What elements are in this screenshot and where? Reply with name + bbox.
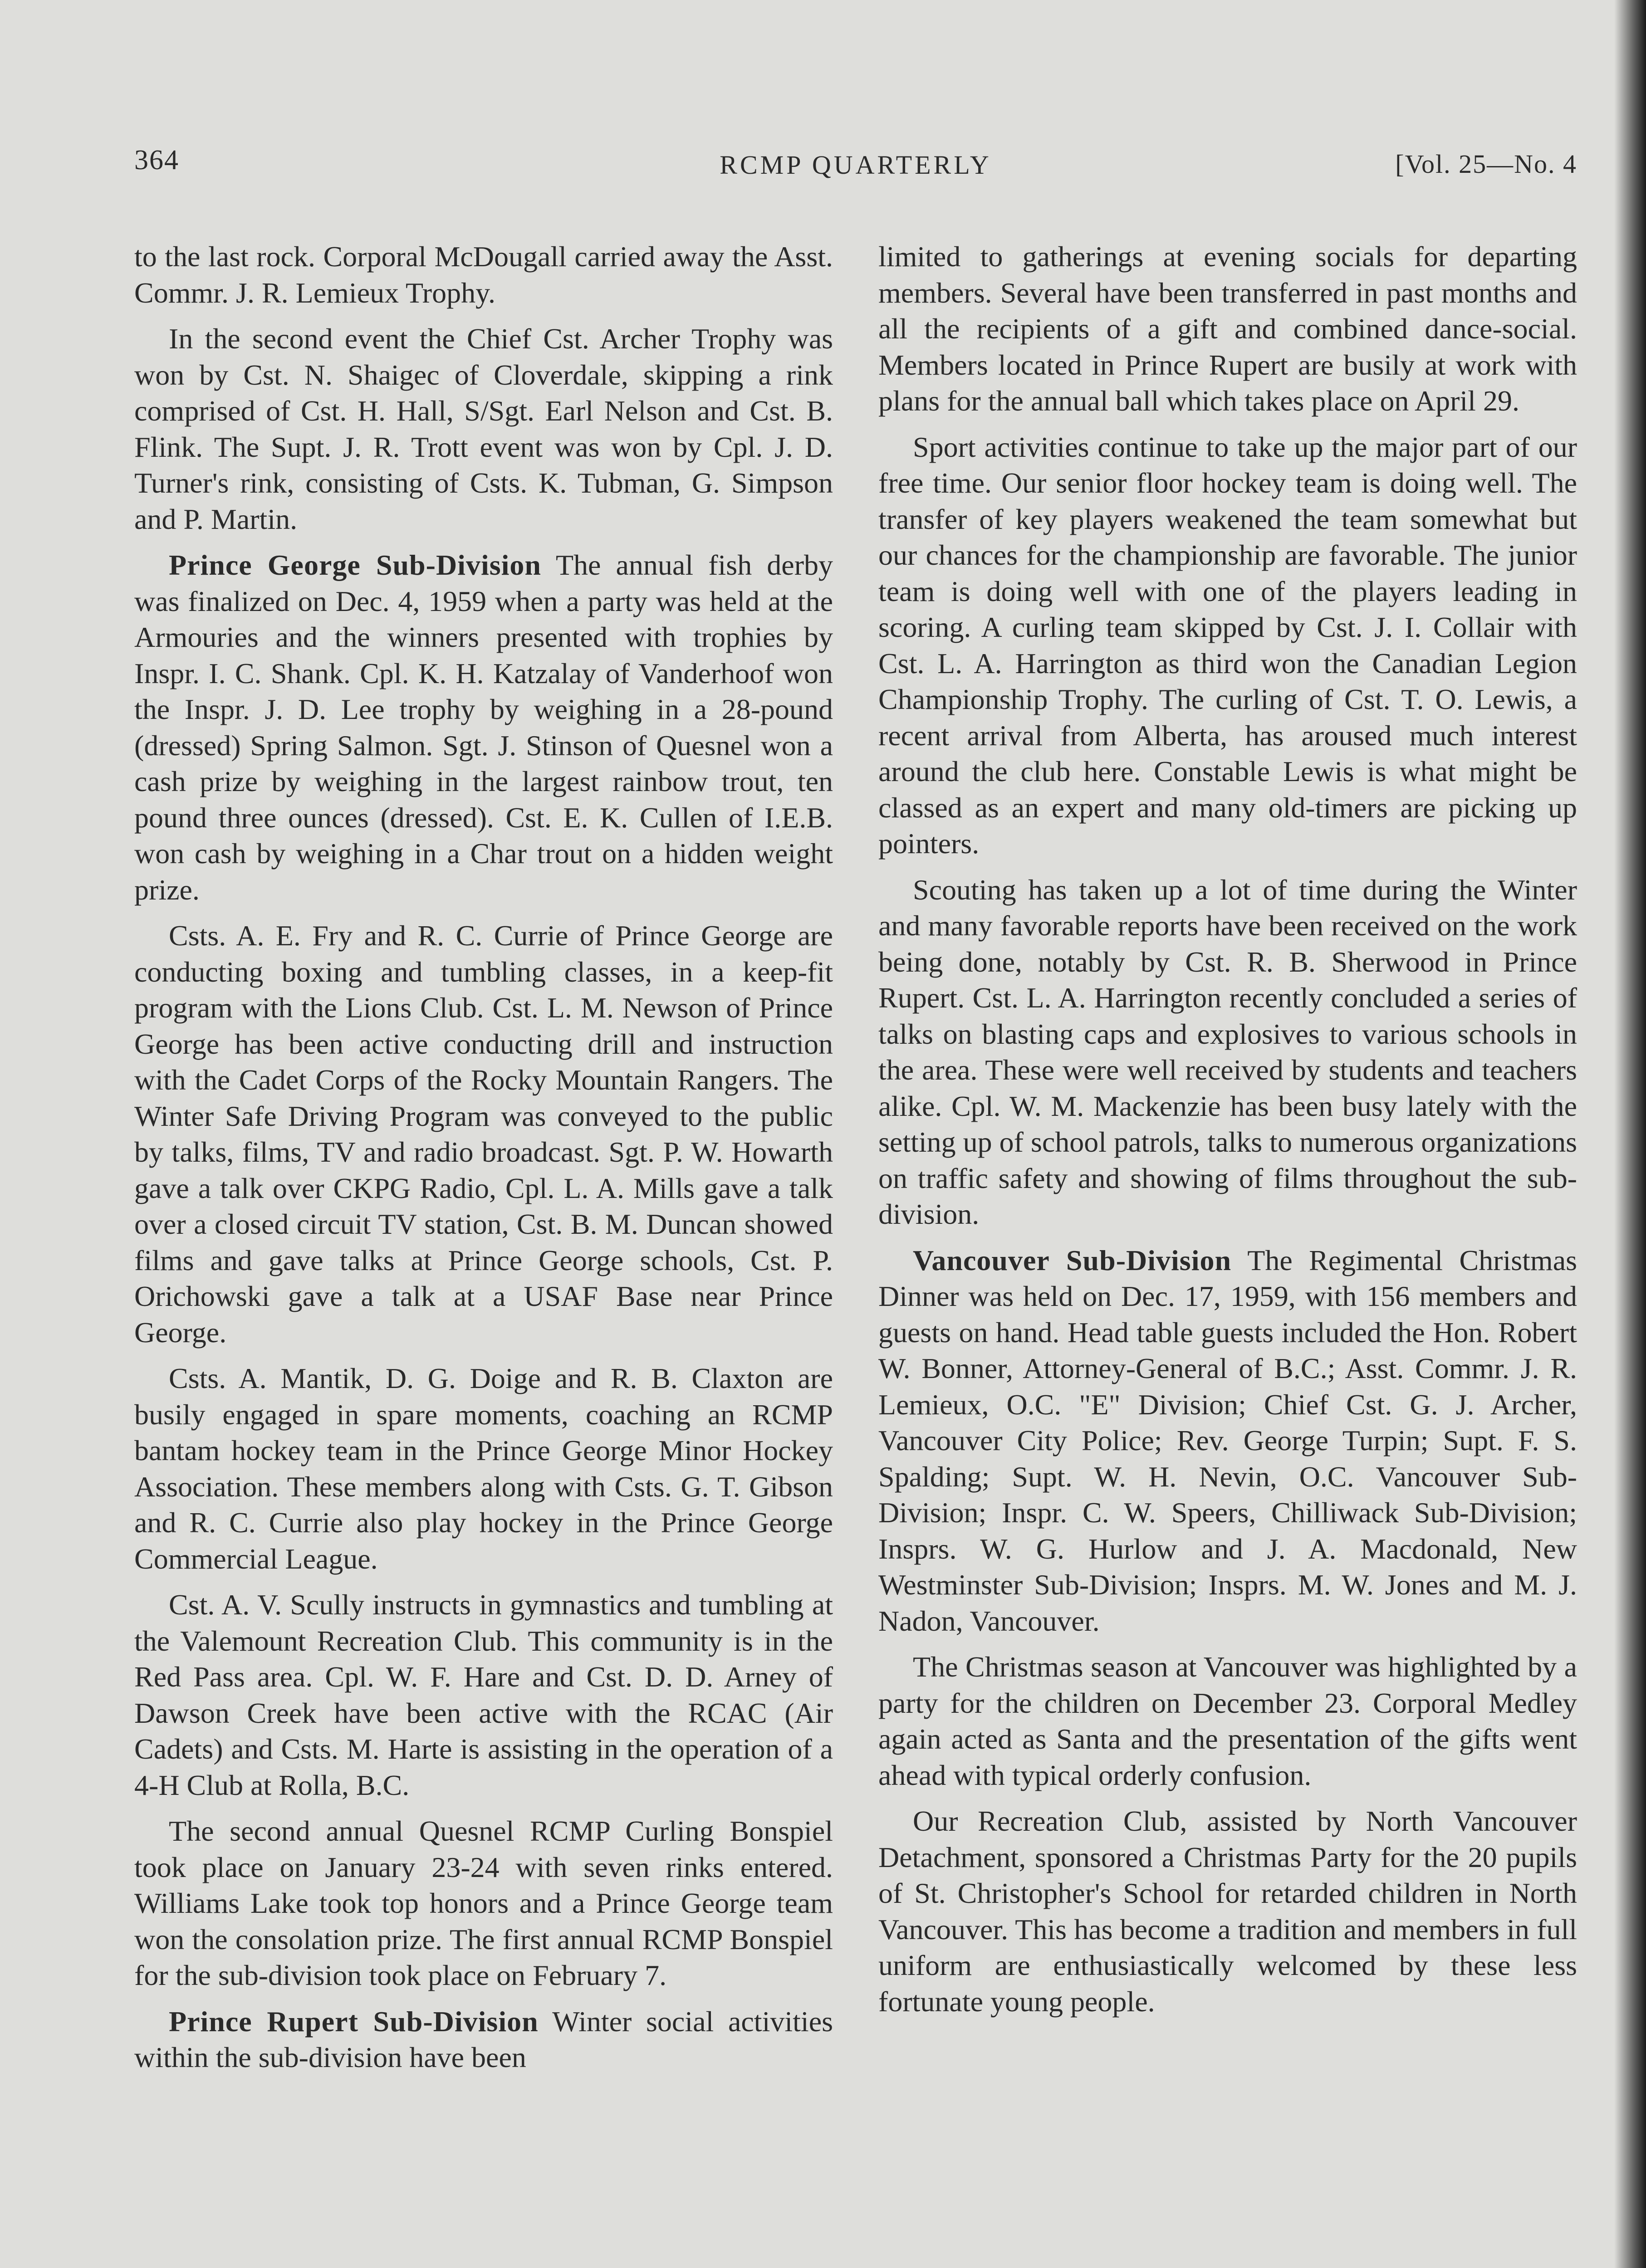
paragraph-text: Scouting has taken up a lot of time during the Winter and many favorable reports have been received on the work being done, notably by Cst. R. B. Sherwood in Prince Rupert. Cst. L. A. Harrington recently concluded a series of talks on blasting caps and explosives to various schools in the area. These were well received by students and teachers alike. Cpl. W. M. Mackenzie has been busy lately with the setting up of school patrols, talks to numerous organizations on traffic safety and showing of films throughout the sub-division. bbox=[878, 873, 1577, 1230]
paragraph-text: The annual fish derby was finalized on Dec. 4, 1959 when a party was held at the Armouries and the winners presented with trophies by Inspr. I. C. Shank. Cpl. K. H. Katzalay of Vanderhoof won the Inspr. J. D. Lee trophy by weighing in a 28-pound (dressed) Spring Salmon. Sgt. J. Stinson of Quesnel won a cash prize by weighing in the largest rainbow trout, ten pound three ounces (dressed). Cst. E. K. Cullen of I.E.B. won cash by weighing in a Char trout on a hidden weight prize. bbox=[134, 549, 833, 906]
paragraph bbox=[134, 239, 833, 311]
paragraph-vancouver bbox=[878, 1242, 1577, 1639]
paragraph-text: Winter social activities within the sub-division have been bbox=[134, 2005, 833, 2073]
paragraph bbox=[878, 429, 1577, 862]
section-heading: Prince Rupert Sub-Division bbox=[169, 2005, 539, 2038]
paragraph-prince-rupert bbox=[134, 2004, 833, 2076]
paragraph-text: In the second event the Chief Cst. Archer Trophy was won by Cst. N. Shaigec of Cloverdale, skipping a rink comprised of Cst. H. Hall, S/Sgt. Earl Nelson and Cst. B. Flink. The Supt. J. R. Trott event was won by Cpl. J. D. Turner's rink, consisting of Csts. K. Tubman, G. Simpson and P. Martin. bbox=[134, 323, 833, 535]
section-heading: Vancouver Sub-Division bbox=[913, 1244, 1232, 1276]
section-heading: Prince George Sub-Division bbox=[169, 549, 542, 581]
page-edge-shadow bbox=[1614, 0, 1646, 2268]
paragraph-text: The Regimental Christmas Dinner was held on Dec. 17, 1959, with 156 members and guests on hand. Head table guests included the Hon. Robert W. Bonner, Attorney-General of B.C.; Asst. Commr. J. R. Lemieux, O.C. "E" Division; Chief Cst. G. J. Archer, Vancouver City Police; Rev. George Turpin; Supt. F. S. Spalding; Supt. W. H. Nevin, O.C. Vancouver Sub-Division; Inspr. C. W. Speers, Chilliwack Sub-Division; Insprs. W. G. Hurlow and J. A. Macdonald, New Westminster Sub-Division; Insprs. M. W. Jones and M. J. Nadon, Vancouver. bbox=[878, 1244, 1577, 1637]
page-number: 364 bbox=[134, 145, 179, 176]
left-column bbox=[134, 239, 833, 2076]
paragraph bbox=[134, 1587, 833, 1803]
paragraph-text: The Christmas season at Vancouver was highlighted by a party for the children on December 23. Corporal Medley again acted as Santa and the presentation of the gifts went ahead with typical orderly confusion. bbox=[878, 1651, 1577, 1791]
paragraph-prince-george bbox=[134, 547, 833, 908]
right-column bbox=[878, 239, 1577, 2019]
paragraph bbox=[878, 239, 1577, 419]
journal-title: RCMP QUARTERLY bbox=[720, 150, 992, 180]
paragraph-text: Cst. A. V. Scully instructs in gymnastics and tumbling at the Valemount Recreation Club. This community is in the Red Pass area. Cpl. W. F. Hare and Cst. D. D. Arney of Dawson Creek have been active with the RCAC (Air Cadets) and Csts. M. Harte is assisting in the operation of a 4-H Club at Rolla, B.C. bbox=[134, 1589, 833, 1801]
running-header bbox=[134, 144, 1577, 185]
paragraph-text: to the last rock. Corporal McDougall carried away the Asst. Commr. J. R. Lemieux Trophy. bbox=[134, 240, 833, 309]
paragraph-text: Csts. A. Mantik, D. G. Doige and R. B. Claxton are busily engaged in spare moments, coaching an RCMP bantam hockey team in the Prince George Minor Hockey Association. These members along with Csts. G. T. Gibson and R. C. Currie also play hockey in the Prince George Commercial League. bbox=[134, 1362, 833, 1575]
paragraph-text: Csts. A. E. Fry and R. C. Currie of Prince George are conducting boxing and tumbling classes, in a keep-fit program with the Lions Club. Cst. L. M. Newson of Prince George has been active conducting drill and instruction with the Cadet Corps of the Rocky Mountain Rangers. The Winter Safe Driving Program was conveyed to the public by talks, films, TV and radio broadcast. Sgt. P. W. Howarth gave a talk over CKPG Radio, Cpl. L. A. Mills gave a talk over a closed circuit TV station, Cst. B. M. Duncan showed films and gave talks at Prince George schools, Cst. P. Orichowski gave a talk at a USAF Base near Prince George. bbox=[134, 919, 833, 1349]
paragraph bbox=[878, 1803, 1577, 2019]
paragraph bbox=[878, 872, 1577, 1232]
paragraph bbox=[134, 1360, 833, 1577]
paragraph bbox=[134, 918, 833, 1350]
paragraph-text: Sport activities continue to take up the major part of our free time. Our senior floor hockey team is doing well. The transfer of key players weakened the team somewhat but our chances for the championship are favorable. The junior team is doing well with one of the players leading in scoring. A curling team skipped by Cst. J. I. Collair with Cst. L. A. Harrington as third won the Canadian Legion Championship Trophy. The curling of Cst. T. O. Lewis, a recent arrival from Alberta, has aroused much interest around the club here. Constable Lewis is what might be classed as an expert and many old-timers are picking up pointers. bbox=[878, 430, 1577, 860]
paragraph-text: The second annual Quesnel RCMP Curling Bonspiel took place on January 23-24 with seven rinks entered. Williams Lake took top honors and a Prince George team won the consolation prize. The first annual RCMP Bonspiel for the sub-division took place on February 7. bbox=[134, 1815, 833, 1991]
paragraph bbox=[134, 1813, 833, 1994]
paragraph bbox=[134, 321, 833, 537]
paragraph-text: Our Recreation Club, assisted by North Vancouver Detachment, sponsored a Christmas Party for the 20 pupils of St. Christopher's School for retarded children in North Vancouver. This has become a tradition and members in full uniform are enthusiastically welcomed by these less fortunate young people. bbox=[878, 1805, 1577, 2018]
paragraph-text: limited to gatherings at evening socials for departing members. Several have been transferred in past months and all the recipients of a gift and combined dance-social. Members located in Prince Rupert are busily at work with plans for the annual ball which takes place on April 29. bbox=[878, 240, 1577, 417]
volume-issue: [Vol. 25—No. 4 bbox=[1395, 149, 1577, 179]
paragraph bbox=[878, 1649, 1577, 1793]
